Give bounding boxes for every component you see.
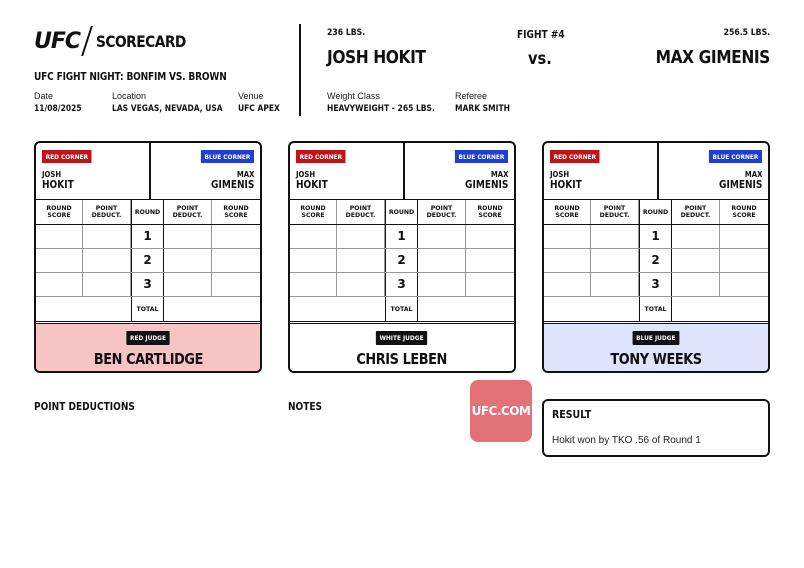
round-number: 3 <box>639 273 672 296</box>
blue-corner-badge: BLUE CORNER <box>455 150 508 163</box>
red-score-cell <box>290 273 337 296</box>
round-row <box>36 225 260 249</box>
venue-label: Venue <box>238 91 264 101</box>
red-score-cell <box>36 225 83 248</box>
red-score-cell <box>36 249 83 272</box>
round-row <box>290 225 514 249</box>
red-corner-fighter <box>42 169 74 191</box>
notes-title: NOTES <box>288 401 323 413</box>
ufc-com-watermark: UFC.COM <box>470 380 532 442</box>
blue-round-score-header: ROUND SCORE <box>477 205 503 219</box>
red-corner-badge: RED CORNER <box>42 150 92 163</box>
red-last-name: HOKIT <box>296 179 328 191</box>
round-row <box>290 249 514 273</box>
blue-score-cell <box>720 249 768 272</box>
point-deductions-title: POINT DEDUCTIONS <box>34 401 135 413</box>
red-point-deduct-header: POINT DEDUCT. <box>591 200 639 224</box>
blue-round-score-header: ROUND SCORE <box>223 205 249 219</box>
referee-label: Referee <box>455 91 488 101</box>
red-deduct-cell <box>83 225 131 248</box>
blue-point-deduct-header: POINT DEDUCT. <box>418 200 466 224</box>
blue-last-name: GIMENIS <box>718 179 762 191</box>
blue-total-cell <box>212 297 260 321</box>
weight-class-value: HEAVYWEIGHT - 265 LBS. <box>327 104 435 114</box>
red-total-cell <box>544 297 591 321</box>
round-number: 2 <box>385 249 418 272</box>
blue-score-cell <box>466 249 514 272</box>
red-point-deduct-header: POINT DEDUCT. <box>83 200 131 224</box>
score-grid-header <box>544 200 768 225</box>
red-corner-badge: RED CORNER <box>550 150 600 163</box>
ufc-scorecard-logo <box>34 26 201 56</box>
red-deduct-cell <box>591 249 639 272</box>
round-number: 3 <box>385 273 418 296</box>
scorecard-fighters <box>290 143 514 200</box>
blue-score-cell <box>466 225 514 248</box>
blue-first-name: MAX <box>744 170 762 179</box>
total-row <box>36 297 260 322</box>
red-point-deduct-header: POINT DEDUCT. <box>337 200 385 224</box>
red-deduct-cell <box>591 273 639 296</box>
judge-scorecard <box>542 141 770 373</box>
blue-total-spacer <box>418 297 466 321</box>
red-fighter-weight: 236 LBS. <box>327 28 366 38</box>
total-label: TOTAL <box>385 297 418 321</box>
blue-deduct-cell <box>672 225 720 248</box>
round-number: 2 <box>639 249 672 272</box>
red-score-cell <box>544 273 591 296</box>
round-header: ROUND <box>131 200 164 224</box>
round-number: 1 <box>385 225 418 248</box>
round-number: 1 <box>131 225 164 248</box>
score-grid-header <box>290 200 514 225</box>
red-score-cell <box>290 249 337 272</box>
judge-badge: RED JUDGE <box>126 331 169 345</box>
blue-point-deduct-header: POINT DEDUCT. <box>672 200 720 224</box>
red-corner-fighter <box>550 169 582 191</box>
blue-score-cell <box>212 273 260 296</box>
red-round-score-header: ROUND SCORE <box>36 200 83 224</box>
red-first-name: JOSH <box>296 170 316 179</box>
result-title: RESULT <box>552 408 592 421</box>
weight-class-label: Weight Class <box>327 91 380 101</box>
red-score-cell <box>544 225 591 248</box>
red-deduct-cell <box>591 225 639 248</box>
round-number: 2 <box>131 249 164 272</box>
red-first-name: JOSH <box>550 170 570 179</box>
judge-scorecard <box>288 141 516 373</box>
scorecard-fighters <box>36 143 260 200</box>
versus-label: vs. <box>528 49 552 69</box>
round-row <box>290 273 514 297</box>
total-label: TOTAL <box>131 297 164 321</box>
judge-area <box>36 323 260 373</box>
blue-score-cell <box>720 273 768 296</box>
blue-fighter-weight: 256.5 LBS. <box>723 28 770 38</box>
ufc-logo-text: UFC <box>34 28 81 54</box>
referee-value: MARK SMITH <box>455 104 510 114</box>
red-corner-fighter <box>296 169 328 191</box>
round-row <box>36 273 260 297</box>
round-row <box>544 225 768 249</box>
blue-round-score-header: ROUND SCORE <box>731 205 757 219</box>
judge-scorecard <box>34 141 262 373</box>
blue-deduct-cell <box>418 249 466 272</box>
round-row <box>544 249 768 273</box>
corner-divider <box>657 143 659 200</box>
judge-name: BEN CARTLIDGE <box>93 350 203 368</box>
score-grid <box>36 200 260 322</box>
red-total-spacer <box>591 297 639 321</box>
fight-number: FIGHT #4 <box>517 29 565 41</box>
blue-fighter-name: MAX GIMENIS <box>655 47 770 68</box>
blue-total-cell <box>466 297 514 321</box>
judge-badge: WHITE JUDGE <box>376 331 427 345</box>
blue-corner-fighter <box>719 169 762 191</box>
round-header: ROUND <box>639 200 672 224</box>
judge-badge: BLUE JUDGE <box>633 331 680 345</box>
blue-score-cell <box>720 225 768 248</box>
red-deduct-cell <box>337 225 385 248</box>
red-total-cell <box>36 297 83 321</box>
round-row <box>36 249 260 273</box>
corner-divider <box>403 143 405 200</box>
venue-value: UFC APEX <box>238 104 280 114</box>
blue-first-name: MAX <box>236 170 254 179</box>
red-round-score-header: ROUND SCORE <box>290 200 337 224</box>
scorecard-title: SCORECARD <box>96 31 186 51</box>
blue-total-spacer <box>164 297 212 321</box>
red-score-cell <box>544 249 591 272</box>
result-text: Hokit won by TKO .56 of Round 1 <box>552 435 701 446</box>
blue-total-cell <box>720 297 768 321</box>
date-value: 11/08/2025 <box>34 104 82 114</box>
red-deduct-cell <box>83 273 131 296</box>
total-label: TOTAL <box>639 297 672 321</box>
blue-deduct-cell <box>164 273 212 296</box>
score-grid-header <box>36 200 260 225</box>
blue-corner-fighter <box>465 169 508 191</box>
red-total-spacer <box>83 297 131 321</box>
result-box <box>542 399 770 457</box>
red-deduct-cell <box>83 249 131 272</box>
round-row <box>544 273 768 297</box>
blue-score-cell <box>212 249 260 272</box>
total-row <box>544 297 768 322</box>
red-last-name: HOKIT <box>550 179 582 191</box>
score-grid <box>290 200 514 322</box>
blue-deduct-cell <box>418 273 466 296</box>
round-number: 1 <box>639 225 672 248</box>
judge-area <box>290 323 514 373</box>
logo-slash-divider <box>81 26 93 56</box>
red-first-name: JOSH <box>42 170 62 179</box>
judge-name: TONY WEEKS <box>610 350 702 368</box>
red-deduct-cell <box>337 249 385 272</box>
corner-divider <box>149 143 151 200</box>
red-last-name: HOKIT <box>42 179 74 191</box>
blue-last-name: GIMENIS <box>464 179 508 191</box>
blue-deduct-cell <box>418 225 466 248</box>
red-score-cell <box>36 273 83 296</box>
blue-deduct-cell <box>164 225 212 248</box>
red-score-cell <box>290 225 337 248</box>
red-round-score-header: ROUND SCORE <box>544 200 591 224</box>
date-label: Date <box>34 91 54 101</box>
scorecard-fighters <box>544 143 768 200</box>
blue-corner-badge: BLUE CORNER <box>201 150 254 163</box>
judge-name: CHRIS LEBEN <box>356 350 448 368</box>
blue-last-name: GIMENIS <box>210 179 254 191</box>
blue-total-spacer <box>672 297 720 321</box>
location-value: LAS VEGAS, NEVADA, USA <box>112 104 223 114</box>
blue-deduct-cell <box>672 249 720 272</box>
event-name: UFC FIGHT NIGHT: BONFIM VS. BROWN <box>34 71 227 83</box>
blue-score-cell <box>466 273 514 296</box>
blue-deduct-cell <box>164 249 212 272</box>
blue-corner-fighter <box>211 169 254 191</box>
total-row <box>290 297 514 322</box>
red-corner-badge: RED CORNER <box>296 150 346 163</box>
location-label: Location <box>112 91 147 101</box>
blue-score-cell <box>212 225 260 248</box>
red-deduct-cell <box>337 273 385 296</box>
round-header: ROUND <box>385 200 418 224</box>
blue-point-deduct-header: POINT DEDUCT. <box>164 200 212 224</box>
blue-deduct-cell <box>672 273 720 296</box>
header-divider <box>299 24 301 116</box>
red-fighter-name: JOSH HOKIT <box>327 47 426 68</box>
judge-area <box>544 323 768 373</box>
score-grid <box>544 200 768 322</box>
round-number: 3 <box>131 273 164 296</box>
red-total-spacer <box>337 297 385 321</box>
blue-first-name: MAX <box>490 170 508 179</box>
blue-corner-badge: BLUE CORNER <box>709 150 762 163</box>
red-total-cell <box>290 297 337 321</box>
